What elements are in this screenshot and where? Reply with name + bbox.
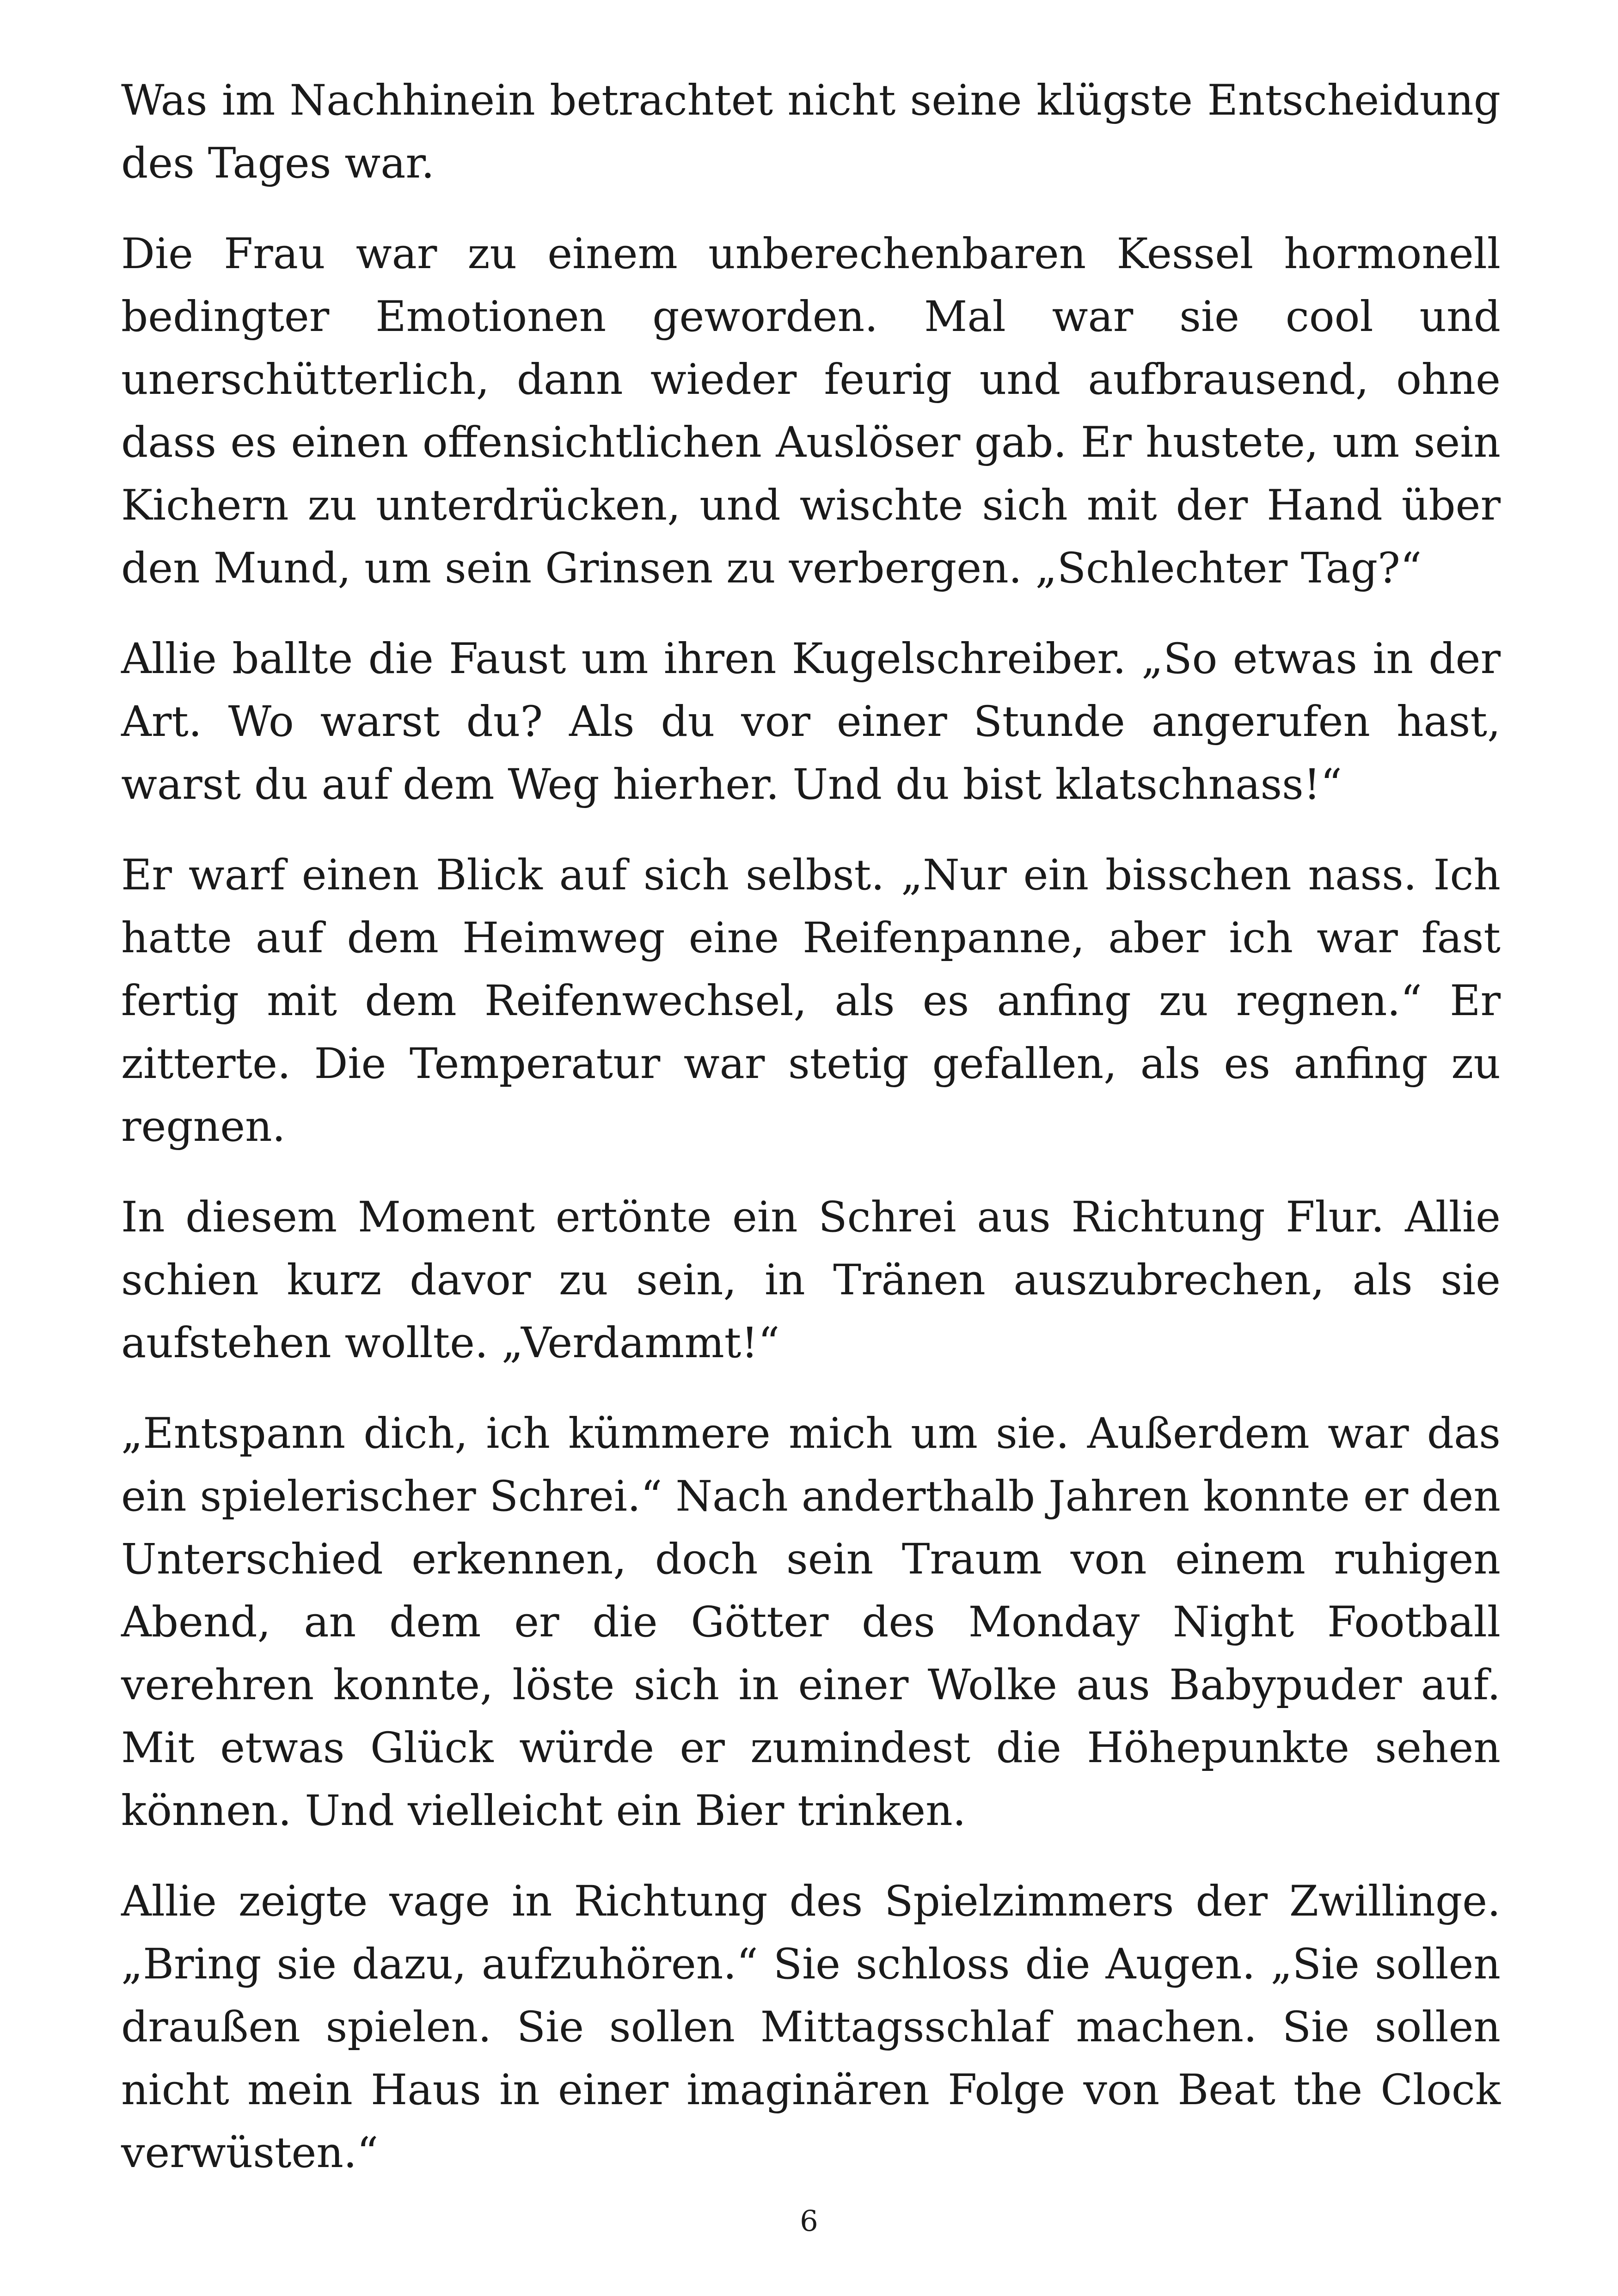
paragraph: Allie zeigte vage in Richtung des Spielzimmers der Zwillinge. „Bring sie dazu, aufzuhören.“ Sie schloss die Augen. „Sie sollen draußen spielen. Sie sollen Mittagsschlaf machen. Sie sollen nicht mein Haus in einer imaginären Folge von Beat the Clock verwüsten.“	[121, 1877, 1501, 2177]
paragraph: Er warf einen Blick auf sich selbst. „Nur ein bisschen nass. Ich hatte auf dem Heimweg eine Reifenpanne, aber ich war fast fertig mit dem Reifenwechsel, als es anfing zu regnen.“ Er zitterte. Die Temperatur war stetig gefallen, als es anfing zu regnen.	[121, 851, 1501, 1151]
paragraph: Allie ballte die Faust um ihren Kugelschreiber. „So etwas in der Art. Wo warst du? Als du vor einer Stunde angerufen hast, warst du auf dem Weg hierher. Und du bist klatschnass!“	[121, 635, 1501, 809]
body-text	[121, 69, 1501, 2212]
paragraph: „Entspann dich, ich kümmere mich um sie. Außerdem war das ein spielerischer Schrei.“ Nach anderthalb Jahren konnte er den Unterschied erkennen, doch sein Traum von einem ruhigen Abend, an dem er die Götter des Monday Night Football verehren konnte, löste sich in einer Wolke aus Babypuder auf. Mit etwas Glück würde er zumindest die Höhepunkte sehen können. Und vielleicht ein Bier trinken.	[121, 1409, 1501, 1835]
page-number: 6	[800, 2204, 818, 2238]
paragraph: In diesem Moment ertönte ein Schrei aus Richtung Flur. Allie schien kurz davor zu sein, in Tränen auszubrechen, als sie aufstehen wollte. „Verdammt!“	[121, 1193, 1501, 1367]
paragraph: Was im Nachhinein betrachtet nicht seine klügste Entscheidung des Tages war.	[121, 76, 1501, 188]
paragraph: Die Frau war zu einem unberechenbaren Kessel hormonell bedingter Emotionen geworden. Mal war sie cool und unerschütterlich, dann wieder feurig und aufbrausend, ohne dass es einen offensichtlichen Auslöser gab. Er hustete, um sein Kichern zu unterdrücken, und wischte sich mit der Hand über den Mund, um sein Grinsen zu verbergen. „Schlechter Tag?“	[121, 230, 1501, 593]
